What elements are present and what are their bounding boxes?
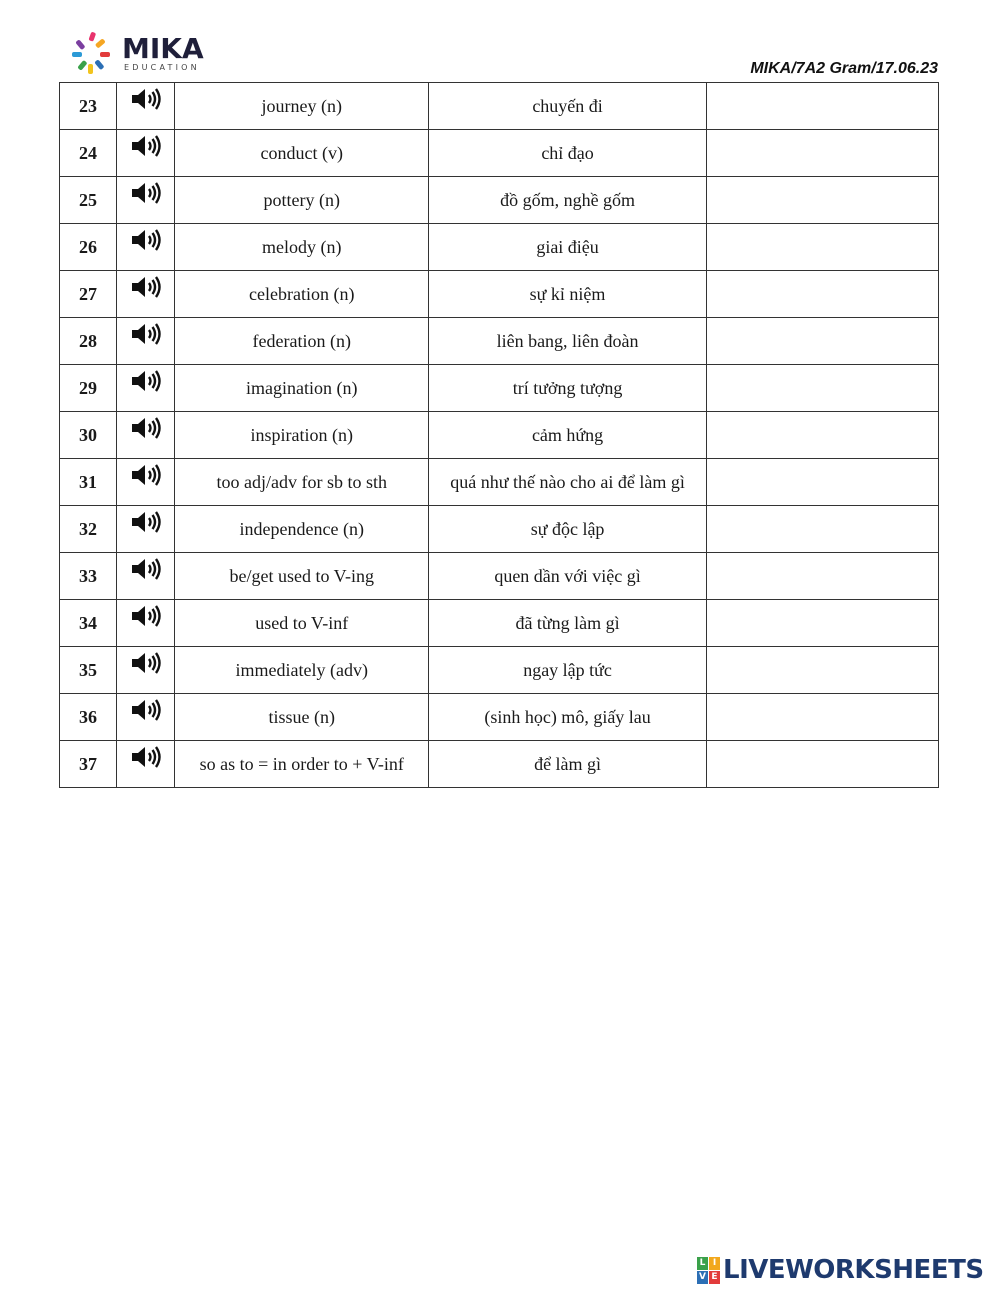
answer-cell[interactable] <box>706 318 938 365</box>
row-number: 34 <box>60 600 117 647</box>
term-cell: tissue (n) <box>175 694 429 741</box>
answer-cell[interactable] <box>706 600 938 647</box>
term-cell: conduct (v) <box>175 130 429 177</box>
meaning-cell: (sinh học) mô, giấy lau <box>429 694 706 741</box>
term-cell: melody (n) <box>175 224 429 271</box>
row-number: 23 <box>60 83 117 130</box>
term-cell: celebration (n) <box>175 271 429 318</box>
term-cell: be/get used to V-ing <box>175 553 429 600</box>
speaker-icon[interactable] <box>130 697 162 723</box>
badge-letter: I <box>709 1257 720 1270</box>
meaning-cell: đồ gốm, nghề gốm <box>429 177 706 224</box>
speaker-icon[interactable] <box>130 368 162 394</box>
speaker-cell <box>117 553 175 600</box>
speaker-icon[interactable] <box>130 556 162 582</box>
answer-cell[interactable] <box>706 365 938 412</box>
speaker-cell <box>117 647 175 694</box>
row-number: 30 <box>60 412 117 459</box>
answer-cell[interactable] <box>706 177 938 224</box>
row-number: 25 <box>60 177 117 224</box>
row-number: 31 <box>60 459 117 506</box>
speaker-icon[interactable] <box>130 274 162 300</box>
row-number: 37 <box>60 741 117 788</box>
table-row <box>60 130 939 177</box>
term-cell: pottery (n) <box>175 177 429 224</box>
answer-cell[interactable] <box>706 83 938 130</box>
badge-letter: V <box>697 1271 708 1284</box>
table-row <box>60 741 939 788</box>
document-code: MIKA/7A2 Gram/17.06.23 <box>750 60 938 77</box>
term-cell: immediately (adv) <box>175 647 429 694</box>
speaker-icon[interactable] <box>130 227 162 253</box>
logo-name: MIKA <box>122 32 204 65</box>
table-row <box>60 365 939 412</box>
meaning-cell: chỉ đạo <box>429 130 706 177</box>
speaker-icon[interactable] <box>130 650 162 676</box>
speaker-icon[interactable] <box>130 180 162 206</box>
answer-cell[interactable] <box>706 224 938 271</box>
mika-logo <box>70 30 210 76</box>
speaker-cell <box>117 741 175 788</box>
speaker-cell <box>117 130 175 177</box>
vocabulary-table <box>59 82 939 788</box>
table-row <box>60 224 939 271</box>
table-row <box>60 318 939 365</box>
term-cell: inspiration (n) <box>175 412 429 459</box>
answer-cell[interactable] <box>706 130 938 177</box>
speaker-cell <box>117 600 175 647</box>
term-cell: used to V-inf <box>175 600 429 647</box>
speaker-cell <box>117 459 175 506</box>
table-row <box>60 177 939 224</box>
speaker-cell <box>117 224 175 271</box>
row-number: 29 <box>60 365 117 412</box>
meaning-cell: sự kỉ niệm <box>429 271 706 318</box>
meaning-cell: giai điệu <box>429 224 706 271</box>
speaker-cell <box>117 318 175 365</box>
answer-cell[interactable] <box>706 459 938 506</box>
speaker-cell <box>117 412 175 459</box>
answer-cell[interactable] <box>706 412 938 459</box>
meaning-cell: trí tưởng tượng <box>429 365 706 412</box>
speaker-cell <box>117 365 175 412</box>
speaker-icon[interactable] <box>130 415 162 441</box>
meaning-cell: cảm hứng <box>429 412 706 459</box>
answer-cell[interactable] <box>706 506 938 553</box>
table-row <box>60 647 939 694</box>
table-row <box>60 271 939 318</box>
table-row <box>60 83 939 130</box>
term-cell: so as to = in order to + V-inf <box>175 741 429 788</box>
liveworksheets-brand[interactable] <box>697 1255 984 1285</box>
speaker-icon[interactable] <box>130 321 162 347</box>
logo-subtitle: EDUCATION <box>124 63 200 72</box>
speaker-icon[interactable] <box>130 603 162 629</box>
table-row <box>60 459 939 506</box>
meaning-cell: quá như thế nào cho ai để làm gì <box>429 459 706 506</box>
speaker-cell <box>117 83 175 130</box>
meaning-cell: ngay lập tức <box>429 647 706 694</box>
meaning-cell: để làm gì <box>429 741 706 788</box>
answer-cell[interactable] <box>706 741 938 788</box>
speaker-cell <box>117 694 175 741</box>
speaker-cell <box>117 271 175 318</box>
row-number: 28 <box>60 318 117 365</box>
term-cell: independence (n) <box>175 506 429 553</box>
term-cell: journey (n) <box>175 83 429 130</box>
answer-cell[interactable] <box>706 553 938 600</box>
speaker-icon[interactable] <box>130 744 162 770</box>
row-number: 35 <box>60 647 117 694</box>
row-number: 26 <box>60 224 117 271</box>
mika-logo-mark-icon <box>70 30 120 76</box>
answer-cell[interactable] <box>706 694 938 741</box>
table-row <box>60 600 939 647</box>
answer-cell[interactable] <box>706 271 938 318</box>
row-number: 32 <box>60 506 117 553</box>
meaning-cell: chuyến đi <box>429 83 706 130</box>
row-number: 33 <box>60 553 117 600</box>
speaker-icon[interactable] <box>130 133 162 159</box>
meaning-cell: liên bang, liên đoàn <box>429 318 706 365</box>
row-number: 24 <box>60 130 117 177</box>
brand-name: LIVEWORKSHEETS <box>723 1255 984 1285</box>
answer-cell[interactable] <box>706 647 938 694</box>
badge-letter: E <box>709 1271 720 1284</box>
speaker-icon[interactable] <box>130 86 162 112</box>
row-number: 36 <box>60 694 117 741</box>
row-number: 27 <box>60 271 117 318</box>
table-row <box>60 694 939 741</box>
speaker-icon[interactable] <box>130 509 162 535</box>
table-row <box>60 553 939 600</box>
meaning-cell: sự độc lập <box>429 506 706 553</box>
term-cell: imagination (n) <box>175 365 429 412</box>
badge-letter: L <box>697 1257 708 1270</box>
live-badge-icon <box>697 1257 720 1284</box>
speaker-icon[interactable] <box>130 462 162 488</box>
speaker-cell <box>117 177 175 224</box>
term-cell: too adj/adv for sb to sth <box>175 459 429 506</box>
term-cell: federation (n) <box>175 318 429 365</box>
meaning-cell: đã từng làm gì <box>429 600 706 647</box>
table-row <box>60 506 939 553</box>
table-row <box>60 412 939 459</box>
speaker-cell <box>117 506 175 553</box>
meaning-cell: quen dần với việc gì <box>429 553 706 600</box>
